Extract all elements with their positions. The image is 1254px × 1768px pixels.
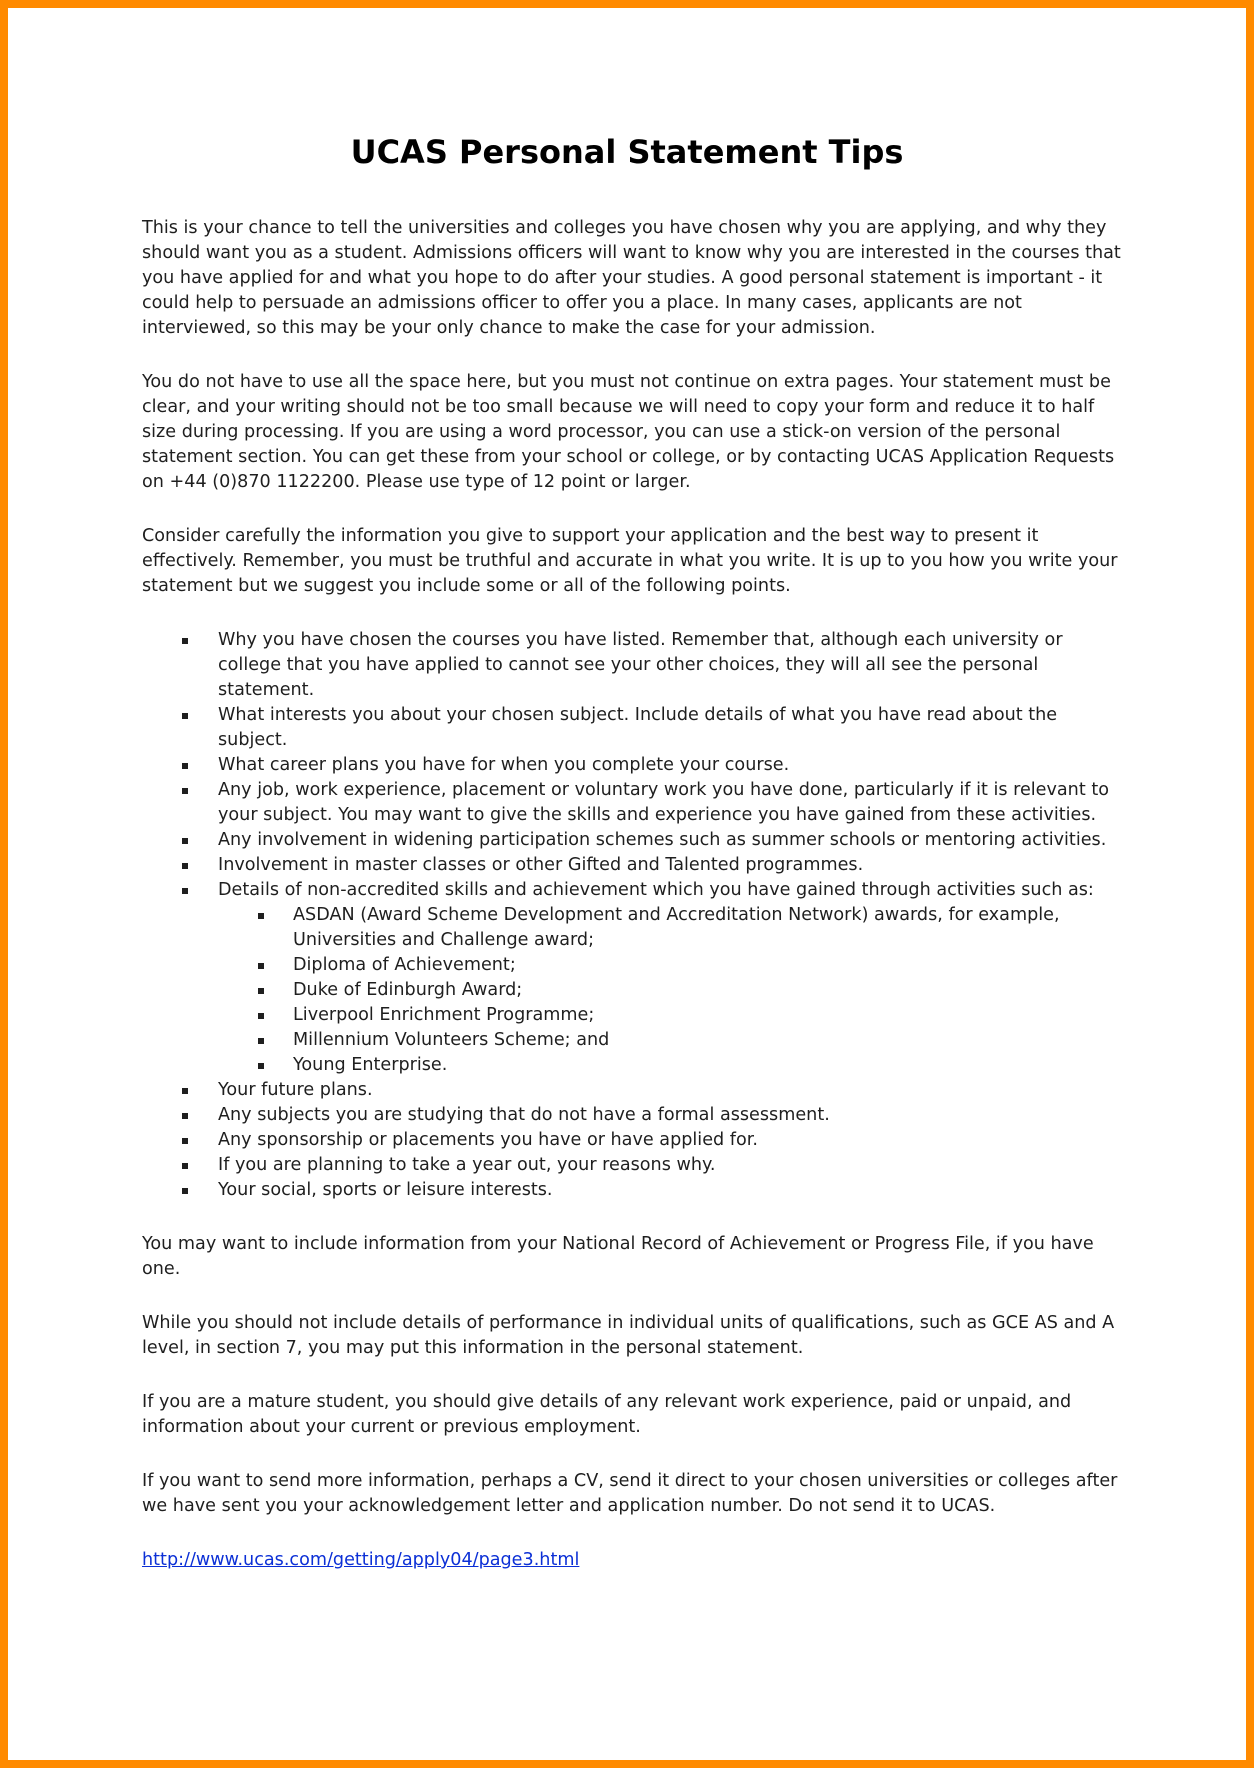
sublist-item: Millennium Volunteers Scheme; and	[218, 1028, 1122, 1053]
outro-paragraph-4: If you want to send more information, perhaps a CV, send it direct to your chosen universities or colleges after we have sent you your acknowledgement letter and application number. Do not send it to UCAS.	[142, 1471, 1118, 1516]
list-item: Any involvement in widening participation schemes such as summer schools or mentoring activities.	[142, 828, 1122, 853]
list-item: Your future plans.	[142, 1078, 1122, 1103]
outro-paragraph-3: If you are a mature student, you should give details of any relevant work experience, paid or unpaid, and information about your current or previous employment.	[142, 1392, 1072, 1437]
list-item: What career plans you have for when you complete your course.	[142, 753, 1122, 778]
sublist-item: Duke of Edinburgh Award;	[218, 978, 1122, 1003]
sublist-item: Diploma of Achievement;	[218, 953, 1122, 978]
list-item: Why you have chosen the courses you have listed. Remember that, although each university or college that you have applied to cannot see your other choices, they will all see the personal statement.	[142, 628, 1122, 703]
list-item-text: Details of non-accredited skills and achievement which you have gained through activities such as:	[218, 880, 1094, 900]
source-link-paragraph	[142, 1548, 1122, 1573]
list-item: Any sponsorship or placements you have or have applied for.	[142, 1128, 1122, 1153]
outro-paragraph-1: You may want to include information from your National Record of Achievement or Progress File, if you have one.	[142, 1234, 1094, 1279]
outro-paragraph-2: While you should not include details of performance in individual units of qualifications, such as GCE AS and A level, in section 7, you may put this information in the personal statement.	[142, 1313, 1115, 1358]
list-item: Any subjects you are studying that do not have a formal assessment.	[142, 1103, 1122, 1128]
list-item: Any job, work experience, placement or voluntary work you have done, particularly if it is relevant to your subject. You may want to give the skills and experience you have gained from these activities.	[142, 778, 1122, 828]
document-title: UCAS Personal Statement Tips	[350, 133, 904, 171]
list-item: Your social, sports or leisure interests.	[142, 1178, 1122, 1203]
list-item-with-sublist	[142, 878, 1122, 1078]
sublist-item: ASDAN (Award Scheme Development and Accreditation Network) awards, for example, Universities and Challenge award;	[218, 903, 1122, 953]
sublist-item: Young Enterprise.	[218, 1053, 1122, 1078]
list-item: What interests you about your chosen subject. Include details of what you have read about the subject.	[142, 703, 1122, 753]
intro-paragraph-2: You do not have to use all the space here, but you must not continue on extra pages. Your statement must be clear, and your writing should not be too small because we will need to copy your form and reduce it to half size during processing. If you are using a word processor, you can use a stick-on version of the personal statement section. You can get these from your school or college, or by contacting UCAS Application Requests on +44 (0)870 1122200. Please use type of 12 point or larger.	[142, 372, 1115, 492]
document-page	[142, 128, 1122, 1602]
points-list	[142, 628, 1122, 1203]
activities-sublist	[218, 903, 1122, 1078]
intro-paragraph-1: This is your chance to tell the universities and colleges you have chosen why you are applying, and why they should want you as a student. Admissions officers will want to know why you are interested in the courses that you have applied for and what you hope to do after your studies. A good personal statement is important - it could help to persuade an admissions officer to offer you a place. In many cases, applicants are not interviewed, so this may be your only chance to make the case for your admission.	[142, 218, 1121, 338]
intro-paragraph-3: Consider carefully the information you give to support your application and the best way to present it effectively. Remember, you must be truthful and accurate in what you write. It is up to you how you write your statement but we suggest you include some or all of the following points.	[142, 526, 1118, 596]
sublist-item: Liverpool Enrichment Programme;	[218, 1003, 1122, 1028]
ucas-source-link[interactable]: http://www.ucas.com/getting/apply04/page3.html	[142, 1550, 580, 1570]
list-item: Involvement in master classes or other Gifted and Talented programmes.	[142, 853, 1122, 878]
list-item: If you are planning to take a year out, your reasons why.	[142, 1153, 1122, 1178]
